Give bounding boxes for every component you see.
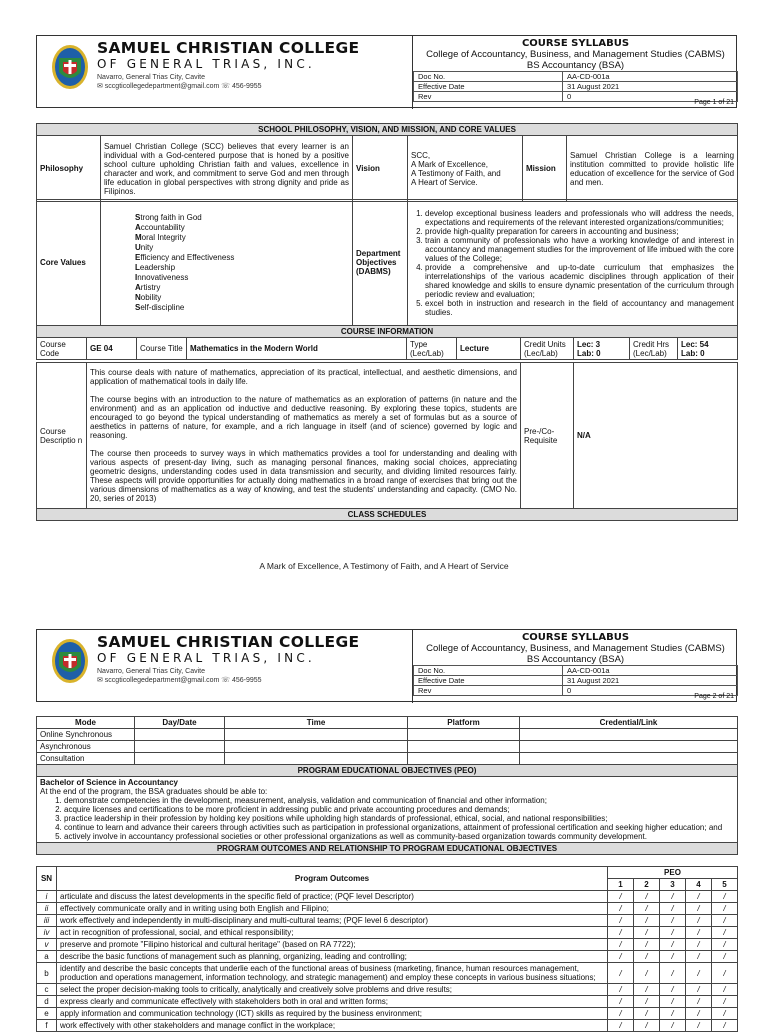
table-row xyxy=(37,927,738,939)
program-name: BS Accountancy (BSA) xyxy=(526,654,625,665)
course-code-value: GE 04 xyxy=(87,338,137,360)
peo-mark: / xyxy=(634,939,660,951)
course-title-label: Course Title xyxy=(137,338,187,360)
outcome-text: preserve and promote "Filipino historical and cultural heritage" (based on RA 7722); xyxy=(57,939,608,951)
peo-mark: / xyxy=(608,891,634,903)
peo-mark: / xyxy=(686,915,712,927)
outcome-text: select the proper decision-making tools to critically, analytically and creatively solve problems and drive results; xyxy=(57,984,608,996)
peo-mark: / xyxy=(660,891,686,903)
peo-item: 2. acquire licenses and certifications to be more proficient in addressing public and private accounting procedures and demands; xyxy=(64,805,734,814)
address-line: Navarro, General Trias City, Cavite xyxy=(97,668,206,675)
core-value-item: Strong faith in God xyxy=(135,212,202,222)
schedule-mode: Online Synchronous xyxy=(37,729,135,741)
course-title-value: Mathematics in the Modern World xyxy=(187,338,407,360)
peo-mark: / xyxy=(660,939,686,951)
core-values-list xyxy=(101,200,353,326)
peo-mark: / xyxy=(634,927,660,939)
peo-col-4: 4 xyxy=(686,879,712,891)
department-name: College of Accountancy, Business, and Management Studies (CABMS) xyxy=(426,49,725,60)
document-header xyxy=(36,35,737,108)
peo-col-3: 3 xyxy=(660,879,686,891)
table-row xyxy=(37,996,738,1008)
peo-mark: / xyxy=(634,1008,660,1020)
course-code-label: Course Code xyxy=(37,338,87,360)
peo-mark: / xyxy=(686,951,712,963)
dept-objective-item: 4. provide a comprehensive and up-to-date curriculum that emphasizes the interrelationships of the various academic disciplines through application of their shared knowledge and skills to ensure dynamic presentation of the curriculum through periodic review and evaluation; xyxy=(425,263,734,299)
core-value-item: Efficiency and Effectiveness xyxy=(135,252,235,262)
vision-line: SCC, xyxy=(411,150,431,160)
outcome-sn: iv xyxy=(37,927,57,939)
type-value: Lecture xyxy=(457,338,521,360)
philosophy-text: Samuel Christian College (SCC) believes that every learner is an individual with a God-centered purpose that is honed by a positive school culture upholding Christian faith and values, excellence in character and work, and commitment to serve God and men through life education in global perspectives with strong dignity and pride as Filipinos. xyxy=(101,136,353,202)
peo-mark: / xyxy=(608,939,634,951)
philosophy-label: Philosophy xyxy=(37,136,101,202)
outcome-sn: b xyxy=(37,963,57,984)
credit-units-value: Lec: 3 Lab: 0 xyxy=(574,338,630,360)
peo-mark: / xyxy=(686,891,712,903)
peo-mark: / xyxy=(608,951,634,963)
peo-mark: / xyxy=(634,951,660,963)
program-name: BS Accountancy (BSA) xyxy=(526,60,625,71)
core-values-label: Core Values xyxy=(37,200,101,326)
credit-hours-label: Credit Hrs (Lec/Lab) xyxy=(630,338,678,360)
program-outcomes-body xyxy=(37,891,738,1032)
college-subtitle: OF GENERAL TRIAS, INC. xyxy=(97,57,315,71)
peo-mark: / xyxy=(712,915,738,927)
college-name: SAMUEL CHRISTIAN COLLEGE xyxy=(97,39,360,57)
peo-mark: / xyxy=(608,984,634,996)
peo-mark: / xyxy=(686,1020,712,1032)
outcome-text: apply information and communication technology (ICT) skills as required by the business environment; xyxy=(57,1008,608,1020)
schedule-header-link: Credential/Link xyxy=(520,717,738,729)
peo-mark: / xyxy=(660,927,686,939)
table-row xyxy=(37,903,738,915)
peo-mark: / xyxy=(634,891,660,903)
vision-text xyxy=(408,136,523,202)
section-band-philosophy: SCHOOL PHILOSOPHY, VISION, AND MISSION, AND CORE VALUES xyxy=(37,124,738,136)
peo-mark: / xyxy=(712,1020,738,1032)
rev-label: Rev xyxy=(414,686,563,696)
page-footer-motto: A Mark of Excellence, A Testimony of Faith, and A Heart of Service xyxy=(259,561,509,571)
outcome-sn: a xyxy=(37,951,57,963)
peo-mark: / xyxy=(660,996,686,1008)
schedule-mode: Consultation xyxy=(37,753,135,765)
outcome-text: work effectively and independently in multi-disciplinary and multi-cultural teams; (PQF level 6 descriptor) xyxy=(57,915,608,927)
table-row xyxy=(37,1008,738,1020)
core-values-table xyxy=(36,199,738,326)
philosophy-table xyxy=(36,123,738,202)
peo-mark: / xyxy=(712,984,738,996)
course-description-table xyxy=(36,362,738,521)
sn-header: SN xyxy=(37,867,57,891)
program-outcomes-header: Program Outcomes xyxy=(57,867,608,891)
course-description-label: Course Descriptio n xyxy=(37,363,87,509)
peo-mark: / xyxy=(608,903,634,915)
peo-mark: / xyxy=(686,1008,712,1020)
peo-mark: / xyxy=(660,963,686,984)
core-value-item: Self-discipline xyxy=(135,302,185,312)
table-row xyxy=(37,951,738,963)
table-row xyxy=(37,741,738,753)
college-address xyxy=(97,667,262,685)
college-subtitle: OF GENERAL TRIAS, INC. xyxy=(97,651,315,665)
peo-mark: / xyxy=(712,891,738,903)
syllabus-title: COURSE SYLLABUS xyxy=(521,38,630,49)
document-header xyxy=(36,629,737,702)
vision-line: A Heart of Service. xyxy=(411,177,478,187)
peo-mark: / xyxy=(608,1020,634,1032)
table-row xyxy=(37,729,738,741)
dept-objectives-label: Department Objectives (DABMS) xyxy=(353,200,408,326)
doc-meta-table xyxy=(413,665,738,696)
peo-mark: / xyxy=(608,963,634,984)
outcome-sn: f xyxy=(37,1020,57,1032)
peo-block xyxy=(37,777,738,843)
contact-line: ✉ sccgticollegedepartment@gmail.com ☏ 456-9955 xyxy=(97,677,262,684)
peo-mark: / xyxy=(712,1008,738,1020)
peo-mark: / xyxy=(660,951,686,963)
outcome-text: express clearly and communicate effectively with stakeholders both in oral and written forms; xyxy=(57,996,608,1008)
schedule-header-day: Day/Date xyxy=(135,717,225,729)
outcome-text: articulate and discuss the latest developments in the specific field of practice; (PQF level Descriptor) xyxy=(57,891,608,903)
peo-mark: / xyxy=(686,903,712,915)
table-row xyxy=(37,939,738,951)
core-value-item: Artistry xyxy=(135,282,161,292)
peo-mark: / xyxy=(712,927,738,939)
section-band-class-schedules: CLASS SCHEDULES xyxy=(37,509,738,521)
peo-intro: At the end of the program, the BSA graduates should be able to: xyxy=(40,787,268,796)
core-value-item: Moral Integrity xyxy=(135,232,186,242)
dept-objective-item: 5. excel both in instruction and research in the field of accountancy and management studies. xyxy=(425,299,734,317)
outcome-sn: ii xyxy=(37,903,57,915)
core-value-item: Leadership xyxy=(135,262,176,272)
table-row xyxy=(37,891,738,903)
table-row xyxy=(37,915,738,927)
rev-value: 0 xyxy=(563,686,738,696)
peo-mark: / xyxy=(686,963,712,984)
mission-label: Mission xyxy=(523,136,567,202)
college-name: SAMUEL CHRISTIAN COLLEGE xyxy=(97,633,360,651)
outcome-text: work effectively with other stakeholders and manage conflict in the workplace; xyxy=(57,1020,608,1032)
description-paragraph: The course begins with an introduction to the nature of mathematics as an exploration of patterns (in nature and the environment) and as an application od inductive and deductive reasoning. By exploring these topics, students are encouraged to go beyond the typical understanding of mathematics as merely a set of formulas but as a source of aesthetics in patterns of nature, for example, and a rich language in itself (and of science) governed by logic and reasoning. xyxy=(90,395,517,440)
outcome-sn: iii xyxy=(37,915,57,927)
type-label: Type (Lec/Lab) xyxy=(407,338,457,360)
college-seal-icon xyxy=(51,638,89,684)
effective-date-value: 31 August 2021 xyxy=(563,676,738,686)
table-row xyxy=(37,963,738,984)
core-value-item: Nobility xyxy=(135,292,162,302)
section-band-peo: PROGRAM EDUCATIONAL OBJECTIVES (PEO) xyxy=(37,765,738,777)
dept-objective-item: 1. develop exceptional business leaders and professionals who will address the needs, expectations and requirements of the relevant interested organizations/communities; xyxy=(425,209,734,227)
rev-label: Rev xyxy=(414,92,563,102)
doc-no-label: Doc No. xyxy=(414,72,563,82)
prerequisite-value: N/A xyxy=(574,363,738,509)
program-outcomes-table xyxy=(36,866,738,1032)
schedule-header-mode: Mode xyxy=(37,717,135,729)
credit-hours-value: Lec: 54 Lab: 0 xyxy=(678,338,738,360)
effective-date-value: 31 August 2021 xyxy=(563,82,738,92)
schedule-header-platform: Platform xyxy=(408,717,520,729)
outcome-text: describe the basic functions of management such as planning, organizing, leading and controlling; xyxy=(57,951,608,963)
peo-mark: / xyxy=(634,963,660,984)
doc-no-label: Doc No. xyxy=(414,666,563,676)
peo-mark: / xyxy=(634,1020,660,1032)
vision-line: A Mark of Excellence, xyxy=(411,159,488,169)
doc-meta-table xyxy=(413,71,738,102)
peo-mark: / xyxy=(634,996,660,1008)
effective-date-label: Effective Date xyxy=(414,82,563,92)
mission-text: Samuel Christian College is a learning institution committed to provide holistic life education of excellence for the service of God and men. xyxy=(567,136,738,202)
peo-mark: / xyxy=(660,903,686,915)
peo-mark: / xyxy=(608,927,634,939)
dept-objective-item: 2. provide high-quality preparation for careers in accounting and business; xyxy=(425,227,734,236)
peo-header: PEO xyxy=(608,867,738,879)
outcome-sn: v xyxy=(37,939,57,951)
outcome-sn: d xyxy=(37,996,57,1008)
peo-item: 3. practice leadership in their profession by holding key positions while upholding high standards of professional, ethical, social, and national responsibilities; xyxy=(64,814,734,823)
address-line: Navarro, General Trias City, Cavite xyxy=(97,74,206,81)
outcome-sn: c xyxy=(37,984,57,996)
core-value-item: Innovativeness xyxy=(135,272,189,282)
peo-mark: / xyxy=(634,915,660,927)
course-info-table xyxy=(36,325,738,360)
peo-item: 5. actively involve in accountancy professional societies or other professional organizations as well as community-based organization towards community development. xyxy=(64,832,734,841)
peo-mark: / xyxy=(712,996,738,1008)
contact-line: ✉ sccgticollegedepartment@gmail.com ☏ 456-9955 xyxy=(97,83,262,90)
outcome-text: identify and describe the basic concepts that underlie each of the functional areas of business (marketing, finance, human resources management, production and operations management, information technology, and strategic management) and employ these concepts in various business situations; xyxy=(57,963,608,984)
outcome-sn: i xyxy=(37,891,57,903)
peo-item: 4. continue to learn and advance their careers through activities such as participation in professional organizations, attainment of professional certification and seeking higher education; and xyxy=(64,823,734,832)
peo-item: 1. demonstrate competencies in the development, measurement, analysis, validation and communication of financial and other information; xyxy=(64,796,734,805)
schedule-header-time: Time xyxy=(225,717,408,729)
core-value-item: Unity xyxy=(135,242,154,252)
peo-mark: / xyxy=(634,984,660,996)
schedule-table xyxy=(36,716,738,855)
description-paragraph: This course deals with nature of mathematics, appreciation of its practical, intellectual, and aesthetic dimensions, and application of mathematical tools in daily life. xyxy=(90,368,517,386)
peo-mark: / xyxy=(608,915,634,927)
peo-mark: / xyxy=(660,1020,686,1032)
syllabus-info-box xyxy=(412,36,738,109)
peo-mark: / xyxy=(686,984,712,996)
peo-mark: / xyxy=(686,939,712,951)
outcome-text: effectively communicate orally and in writing using both English and Filipino; xyxy=(57,903,608,915)
syllabus-title: COURSE SYLLABUS xyxy=(521,632,630,643)
peo-mark: / xyxy=(712,903,738,915)
college-address xyxy=(97,73,262,91)
course-description-text xyxy=(87,363,521,509)
peo-program-title: Bachelor of Science in Accountancy xyxy=(40,778,178,787)
dept-objective-item: 3. train a community of professionals who have a working knowledge of and interest in accountancy and management studies for the improvement of life imbued with the core values of the College; xyxy=(425,236,734,263)
outcome-text: act in recognition of professional, social, and ethical responsibility; xyxy=(57,927,608,939)
prerequisite-label: Pre-/Co-Requisite xyxy=(521,363,574,509)
vision-label: Vision xyxy=(353,136,408,202)
peo-mark: / xyxy=(634,903,660,915)
section-band-program-outcomes: PROGRAM OUTCOMES AND RELATIONSHIP TO PROGRAM EDUCATIONAL OBJECTIVES xyxy=(37,843,738,855)
peo-mark: / xyxy=(660,984,686,996)
peo-col-1: 1 xyxy=(608,879,634,891)
core-value-item: Accountability xyxy=(135,222,185,232)
dept-objectives-list xyxy=(408,200,738,326)
college-seal-icon xyxy=(51,44,89,90)
peo-col-5: 5 xyxy=(712,879,738,891)
outcome-sn: e xyxy=(37,1008,57,1020)
peo-mark: / xyxy=(712,951,738,963)
section-band-course-info: COURSE INFORMATION xyxy=(37,326,738,338)
description-paragraph: The course then proceeds to survey ways in which mathematics provides a tool for understanding and dealing with various aspects of present-day living, such as managing personal finances, making social choices, appreciating geometric designs, understanding codes used in data transmission and security, and dividing limited resources fairly. These aspects will provide opportunities for actually doing mathematics in a broad range of exercises that bring out the various dimensions of mathematics as a way of knowing, and test the students' understanding and capacity. (CMO No. 20, series of 2013) xyxy=(90,449,517,503)
vision-line: A Testimony of Faith, and xyxy=(411,168,501,178)
peo-mark: / xyxy=(712,939,738,951)
page-number: Page 1 of 21 xyxy=(694,99,734,106)
table-row xyxy=(37,1020,738,1032)
page-number: Page 2 of 21 xyxy=(694,693,734,700)
peo-mark: / xyxy=(686,927,712,939)
syllabus-info-box xyxy=(412,630,738,703)
doc-no-value: AA-CD-001a xyxy=(563,72,738,82)
department-name: College of Accountancy, Business, and Management Studies (CABMS) xyxy=(426,643,725,654)
table-row xyxy=(37,984,738,996)
effective-date-label: Effective Date xyxy=(414,676,563,686)
peo-mark: / xyxy=(660,915,686,927)
peo-mark: / xyxy=(686,996,712,1008)
peo-col-2: 2 xyxy=(634,879,660,891)
credit-units-label: Credit Units (Lec/Lab) xyxy=(521,338,574,360)
peo-mark: / xyxy=(608,996,634,1008)
peo-mark: / xyxy=(712,963,738,984)
doc-no-value: AA-CD-001a xyxy=(563,666,738,676)
peo-mark: / xyxy=(608,1008,634,1020)
peo-mark: / xyxy=(660,1008,686,1020)
schedule-mode: Asynchronous xyxy=(37,741,135,753)
rev-value: 0 xyxy=(563,92,738,102)
table-row xyxy=(37,753,738,765)
